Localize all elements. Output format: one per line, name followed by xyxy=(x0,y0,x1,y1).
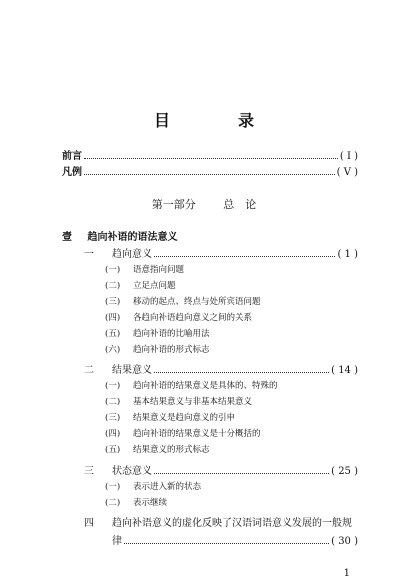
toc-subitem[interactable]: (二) 表示继续 xyxy=(105,498,168,508)
section-number: 二 xyxy=(84,365,94,376)
toc-subitem[interactable]: (一) 趋向补语的结果意义是具体的、特殊的 xyxy=(105,381,278,391)
toc-subitem[interactable]: (一) 语意指向问题 xyxy=(105,265,185,275)
toc-page: ( 30 ) xyxy=(331,536,358,547)
chapter-number: 壹 xyxy=(62,232,72,243)
toc-subitem[interactable]: (三) 结果意义是趋向意义的引申 xyxy=(105,413,236,423)
toc-subitem[interactable]: (二) 基本结果意义与非基本结果意义 xyxy=(105,397,253,407)
toc-page: ( I ) xyxy=(339,151,358,162)
dot-leader xyxy=(84,158,338,159)
section-number: 三 xyxy=(84,466,94,477)
toc-subitem[interactable]: (二) 立足点问题 xyxy=(105,281,176,291)
toc-subitem[interactable]: (六) 趋向补语的形式标志 xyxy=(105,345,210,355)
section-title-continued: 律 xyxy=(112,536,122,547)
toc-entry-conventions[interactable] xyxy=(62,163,358,178)
section-number: 四 xyxy=(84,518,94,529)
page-number: 1 xyxy=(343,568,350,579)
section-number: 一 xyxy=(84,249,94,260)
toc-subitem[interactable]: (四) 各趋向补语趋向意义之间的关系 xyxy=(105,313,253,323)
toc-section-3[interactable] xyxy=(84,462,358,477)
section-title: 趋向意义 xyxy=(112,249,152,260)
chapter-title: 趋向补语的语法意义 xyxy=(87,232,178,243)
toc-page: ( 14 ) xyxy=(331,365,358,376)
toc-page: ( 25 ) xyxy=(331,466,358,477)
dot-leader xyxy=(154,256,335,257)
dot-leader xyxy=(154,473,329,474)
toc-subitem[interactable]: (一) 表示进入新的状态 xyxy=(105,482,202,492)
dot-leader xyxy=(154,372,329,373)
toc-subitem[interactable]: (五) 结果意义的形式标志 xyxy=(105,445,210,455)
part-heading xyxy=(0,196,408,212)
part-name: 总 论 xyxy=(223,198,257,211)
toc-page: ( V ) xyxy=(336,167,358,178)
section-title: 趋向补语意义的虚化反映了汉语词语意义发展的一般规 xyxy=(112,518,352,529)
part-number: 第一部分 xyxy=(151,198,196,211)
toc-section-1[interactable] xyxy=(84,245,358,260)
toc-subitem[interactable]: (四) 趋向补语的结果意义是十分概括的 xyxy=(105,429,261,439)
page-title: 目 录 xyxy=(153,111,280,130)
section-title: 状态意义 xyxy=(112,466,152,477)
toc-page: ( 1 ) xyxy=(337,249,358,260)
chapter-heading xyxy=(62,228,177,243)
toc-entry-preface[interactable] xyxy=(62,147,358,162)
toc-section-4-continued[interactable] xyxy=(112,532,358,547)
dot-leader xyxy=(124,543,329,544)
toc-subitem[interactable]: (五) 趋向补语的比喻用法 xyxy=(105,329,210,339)
toc-section-2[interactable] xyxy=(84,361,358,376)
dot-leader xyxy=(84,174,335,175)
section-title: 结果意义 xyxy=(112,365,152,376)
toc-label: 凡例 xyxy=(62,167,82,178)
toc-subitem[interactable]: (三) 移动的起点、终点与处所宾语问题 xyxy=(105,297,261,307)
toc-label: 前言 xyxy=(62,151,82,162)
toc-section-4[interactable] xyxy=(84,514,352,529)
